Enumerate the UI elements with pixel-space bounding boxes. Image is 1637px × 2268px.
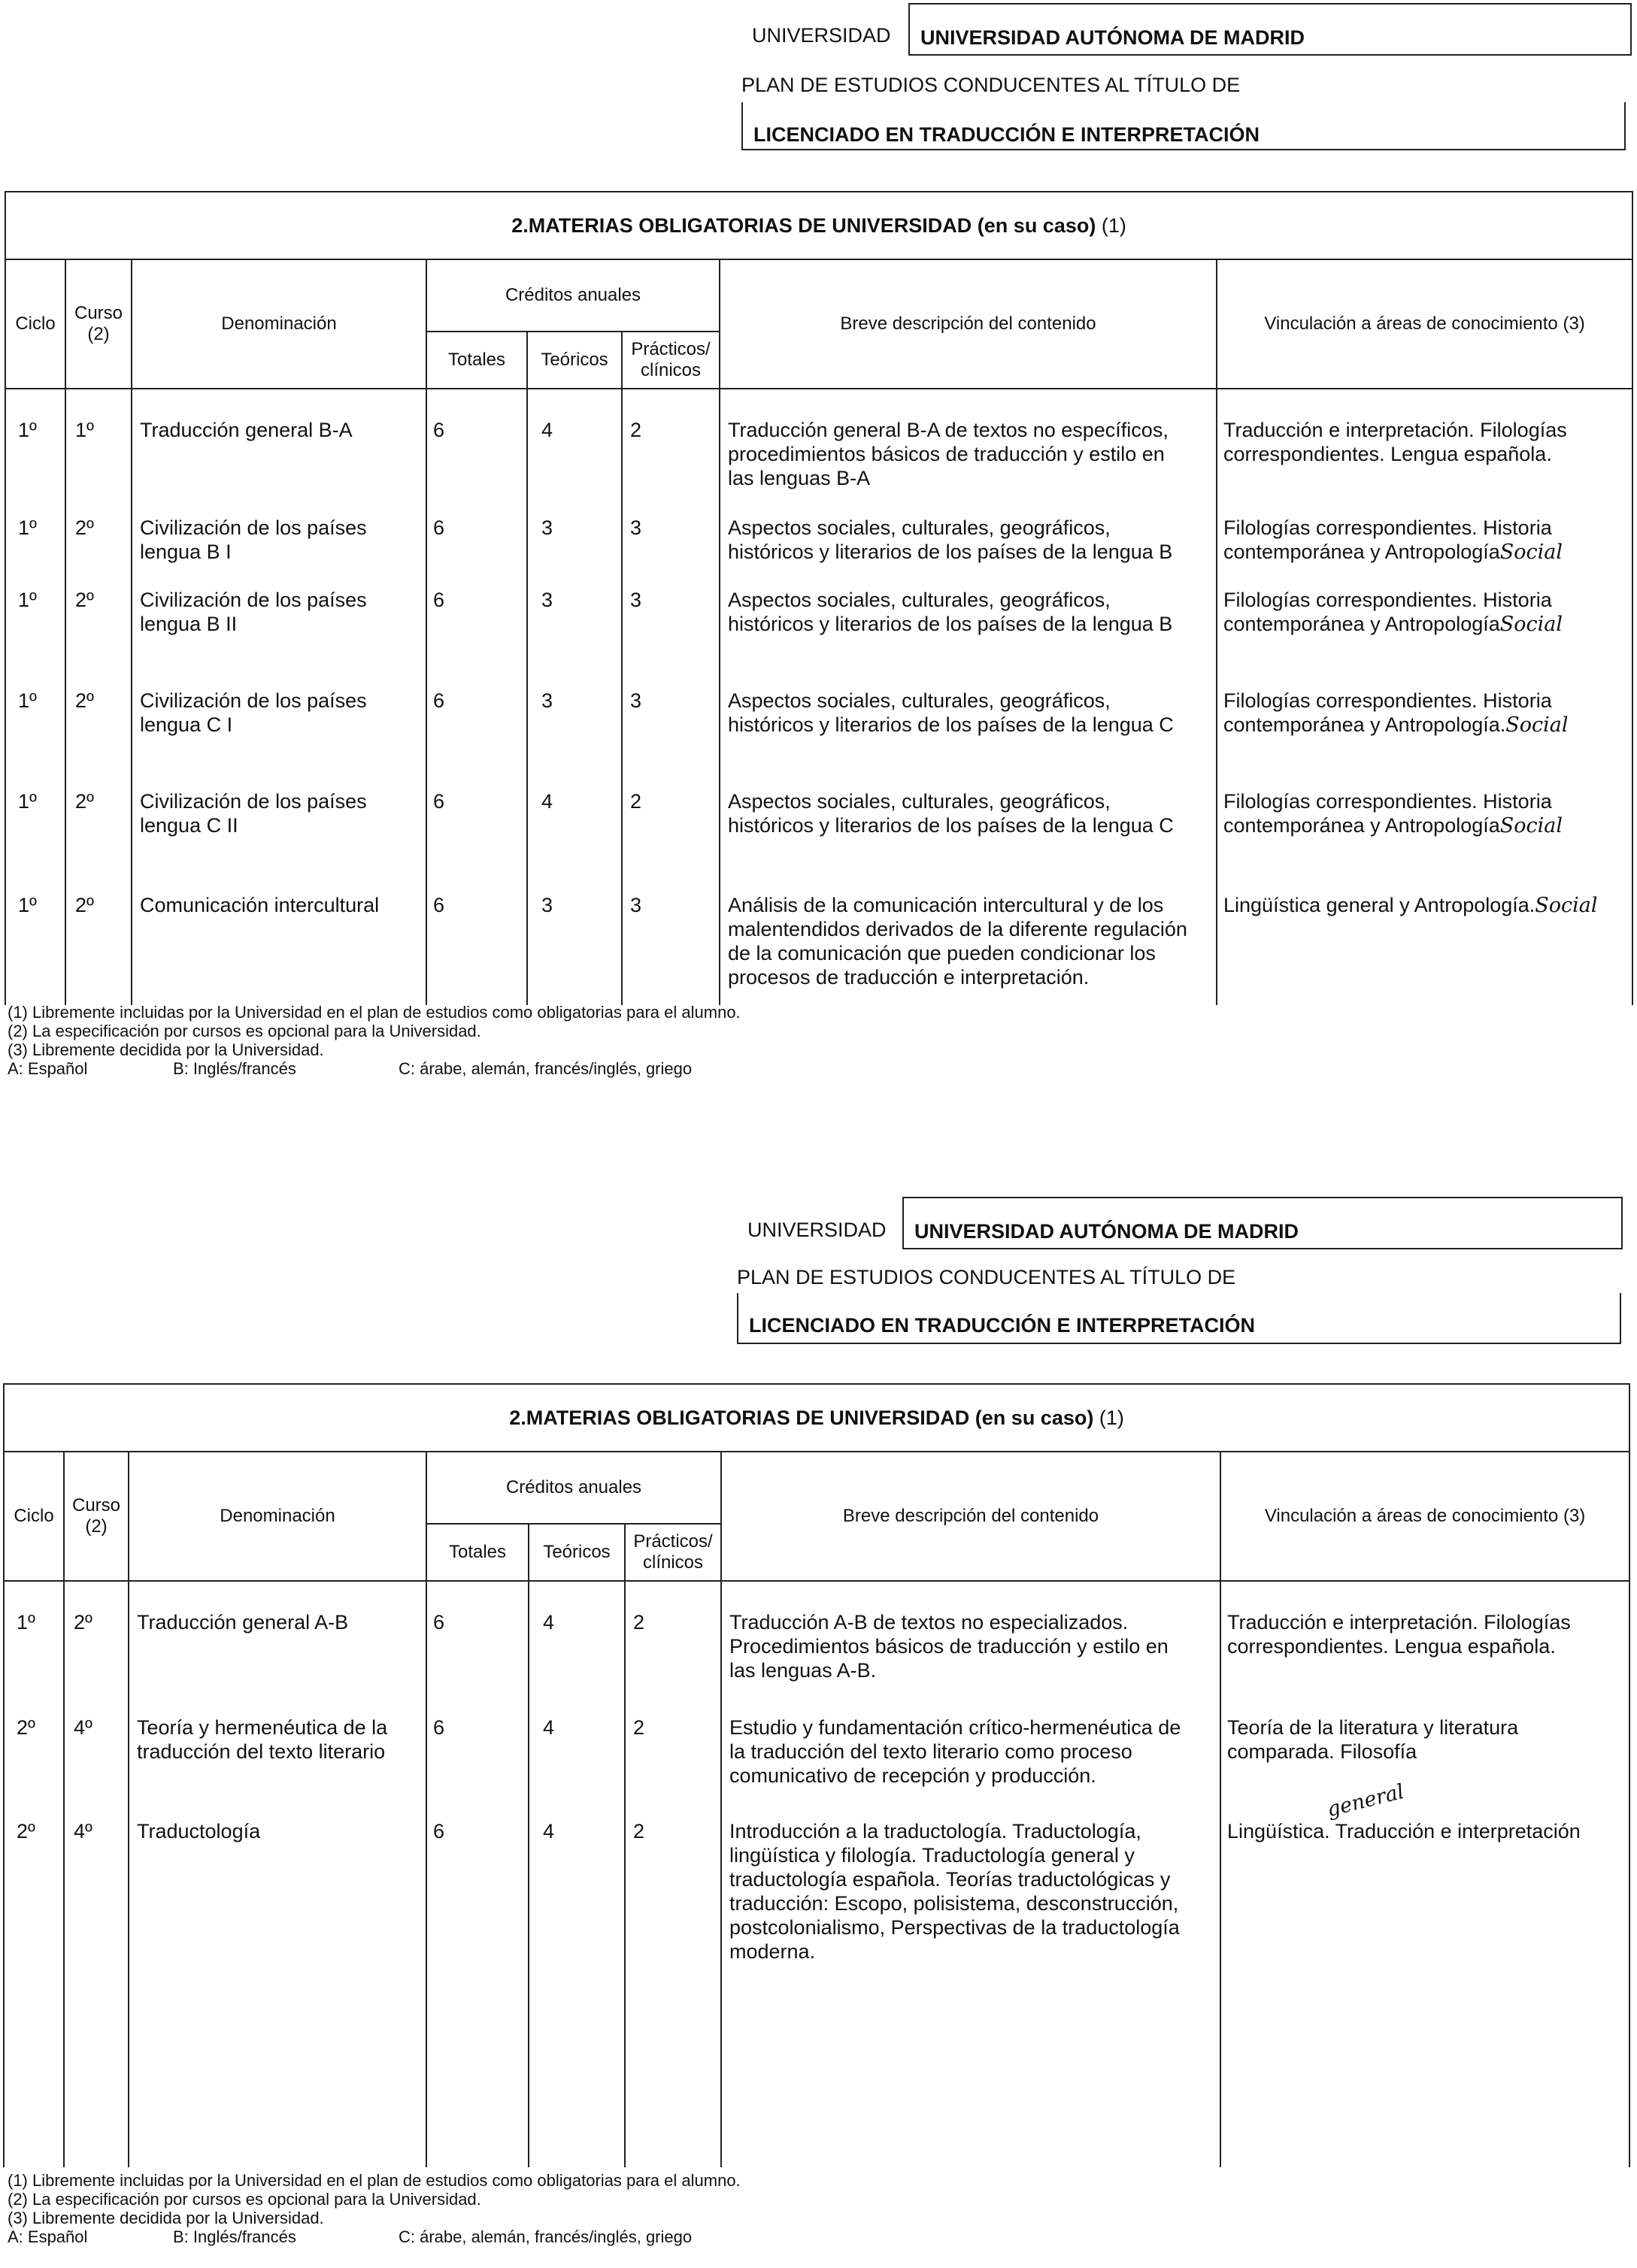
cell-ciclo-line: 1º [18,689,37,712]
table-row-1-cell-denominacion [129,1610,426,1634]
cell-practicos-line: 3 [630,589,642,611]
table-row-2-cell-curso [65,1715,128,1740]
table-row-2-cell-practicos [623,516,719,540]
cell-denominacion-line: Traducción general B-A [140,419,353,441]
table-row-3-cell-practicos [623,588,719,612]
cell-descripcion-line: Aspectos sociales, culturales, geográficos, [728,689,1111,712]
table-row-4-cell-curso [66,689,131,713]
cell-ciclo-line: 1º [18,894,37,916]
cell-curso-line: 2º [75,516,94,539]
table-row-3-cell-totales [427,1819,528,1843]
cell-descripcion-line: Estudio y fundamentación crítico-hermenéutica de [729,1716,1181,1739]
cell-denominacion-line: Traductología [137,1820,261,1843]
handwritten-annotation: Social [1499,541,1563,564]
col-denominacion [132,389,426,1005]
table-row-1-cell-totales [427,1610,528,1634]
cell-vinculacion-line: contemporánea y AntropologíaSocial [1223,541,1563,564]
legend-b: B: Inglés/francés [173,2227,296,2246]
table-row-2-cell-vinculacion [1217,516,1632,565]
table-row-3-cell-teoricos [528,588,621,612]
cell-totales-line: 6 [433,1716,445,1739]
cell-descripcion-line: traducción: Escopo, polisistema, desconstrucción, [729,1892,1179,1915]
cell-curso-line: 2º [75,589,94,611]
table-body [5,389,1632,1005]
col-totales [426,389,527,1005]
table-row-3-cell-vinculacion [1217,588,1632,637]
cell-teoricos-line: 3 [541,894,553,916]
page-2 [0,1173,1637,2268]
cell-vinculacion-line: correspondientes. Lengua española. [1227,1635,1556,1658]
cell-descripcion-line: Aspectos sociales, culturales, geográficos, [728,589,1111,611]
cell-totales-line: 6 [433,1611,445,1634]
legend-b: B: Inglés/francés [173,1059,296,1078]
table-row-1-cell-practicos [623,418,719,442]
table-row-6-cell-ciclo [6,893,65,917]
cell-denominacion-line: Civilización de los países [140,516,367,539]
cell-totales-line: 6 [433,1820,445,1843]
table-row-6-cell-totales [427,893,526,917]
university-name-box: UNIVERSIDAD AUTÓNOMA DE MADRID [902,1197,1623,1249]
footnote-3: (3) Libremente decidida por la Universidad. [8,2209,324,2227]
cell-curso-line: 2º [75,894,94,916]
col-header-descripcion: Breve descripción del contenido [721,1452,1220,1581]
table-row-5-cell-teoricos [528,789,621,813]
table-row-1-cell-ciclo [6,418,65,442]
table-row-6-cell-descripcion [720,893,1216,989]
table-row-3-cell-vinculacion [1221,1779,1629,1843]
cell-ciclo-line: 1º [18,419,37,441]
cell-practicos-line: 2 [633,1716,645,1739]
cell-descripcion-line: la traducción del texto literario como proceso [729,1740,1132,1763]
table-row-1-cell-teoricos [529,1610,624,1634]
cell-vinculacion-line: Traducción e interpretación. Filologías [1223,419,1567,441]
cell-curso-line: 2º [75,689,94,712]
col-ciclo [5,389,65,1005]
cell-curso-line: 2º [75,790,94,813]
university-label: UNIVERSIDAD [747,1219,887,1241]
cell-teoricos-line: 3 [541,516,553,539]
legend-a: A: Español [8,2227,88,2246]
legend-c: C: árabe, alemán, francés/inglés, griego [399,1059,693,1078]
curso-label: Curso [74,303,123,323]
table-row-3-cell-denominacion [129,1819,426,1843]
cell-vinculacion-line: Filologías correspondientes. Historia [1223,516,1552,539]
table-body [4,1581,1629,2167]
col-totales [426,1581,529,2167]
footnote-3: (3) Libremente decidida por la Universidad. [8,1040,324,1059]
cell-denominacion-line: Traducción general A-B [137,1611,349,1634]
language-legend [8,1059,741,1078]
table-row-2-cell-denominacion [132,516,426,564]
clinicos-label: clínicos [642,1552,704,1573]
table-row-5-cell-ciclo [6,789,65,813]
cell-denominacion-line: Civilización de los países [140,589,367,611]
cell-curso-line: 2º [74,1611,92,1634]
cell-teoricos-line: 3 [541,689,553,712]
cell-descripcion-line: Traducción A-B de textos no especializados. [729,1611,1129,1634]
cell-vinculacion-line: Filologías correspondientes. Historia [1223,790,1552,813]
col-header-ciclo: Ciclo [4,1452,64,1581]
cell-descripcion-line: de la comunicación que pueden condicionar los [728,942,1156,964]
legend-a: A: Español [8,1059,88,1078]
cell-ciclo-line: 2º [17,1820,35,1843]
col-header-denominacion: Denominación [129,1452,426,1581]
table-row-1-cell-practicos [626,1610,720,1634]
table-row-2-cell-totales [427,516,526,540]
col-teoricos [529,1581,625,2167]
footnote-1: (1) Libremente incluidas por la Universidad en el plan de estudios como obligatorias para el alumno. [8,1003,741,1022]
col-curso [64,1581,129,2167]
table-row-5-cell-vinculacion [1217,789,1632,838]
clinicos-label: clínicos [640,360,702,380]
cell-descripcion-line: las lenguas B-A [728,467,871,489]
table-row-2-cell-teoricos [529,1715,624,1740]
footnotes-1 [8,1003,741,1078]
cell-descripcion-line: postcolonialismo, Perspectivas de la traductología [729,1916,1180,1939]
cell-denominacion-line: Civilización de los países [140,689,367,712]
table-title-note: (1) [1099,1406,1124,1429]
table-row-6-cell-denominacion [132,893,426,917]
table-title [4,1384,1629,1452]
footnote-1: (1) Libremente incluidas por la Universidad en el plan de estudios como obligatorias para el alumno. [8,2171,741,2190]
degree-box: LICENCIADO EN TRADUCCIÓN E INTERPRETACIÓN [741,102,1626,150]
table-row-3-cell-descripcion [722,1819,1220,1964]
cell-totales-line: 6 [433,689,445,712]
table-row-5-cell-descripcion [720,789,1216,837]
col-header-creditos: Créditos anuales [426,1452,721,1524]
col-practicos [622,389,720,1005]
table-row-2-cell-descripcion [720,516,1216,564]
cell-practicos-line: 3 [630,689,642,712]
table-row-3-cell-curso [66,588,131,612]
cell-ciclo-line: 1º [18,516,37,539]
cell-curso-line: 4º [74,1716,92,1739]
col-curso [65,389,132,1005]
university-label: UNIVERSIDAD [752,24,891,47]
col-header-teoricos: Teóricos [527,332,622,389]
col-header-teoricos: Teóricos [529,1524,625,1581]
table-row-2-cell-totales [427,1715,528,1740]
handwritten-annotation: Social [1535,894,1598,917]
table-row-1-cell-curso [65,1610,128,1634]
table-row-3-cell-curso [65,1819,128,1843]
col-header-totales: Totales [426,332,527,389]
cell-denominacion-line: traducción del texto literario [137,1740,386,1763]
cell-teoricos-line: 4 [543,1716,555,1739]
table-row-4-cell-vinculacion [1217,689,1632,737]
practicos-label: Prácticos/ [633,1531,713,1552]
cell-practicos-line: 2 [633,1820,645,1843]
cell-teoricos-line: 3 [541,589,553,611]
cell-denominacion-line: Teoría y hermenéutica de la [137,1716,388,1739]
col-practicos [625,1581,721,2167]
cell-totales-line: 6 [433,516,445,539]
table-row-1-cell-curso [66,418,131,442]
col-descripcion [720,389,1217,1005]
table-row-2-cell-denominacion [129,1715,426,1764]
cell-vinculacion-line: Traducción e interpretación. Filologías [1227,1611,1571,1634]
cell-descripcion-line: procesos de traducción e interpretación. [728,966,1090,989]
cell-vinculacion-line: Teoría de la literatura y literatura [1227,1716,1519,1739]
table-title-text: 2.MATERIAS OBLIGATORIAS DE UNIVERSIDAD (en su caso) [509,1406,1094,1429]
cell-descripcion-line: Aspectos sociales, culturales, geográficos, [728,516,1111,539]
cell-vinculacion-line: Lingüística general y Antropología.Social [1223,894,1598,917]
col-header-practicos [622,332,720,389]
cell-descripcion-line: Análisis de la comunicación intercultural y de los [728,894,1164,916]
table-row-4-cell-descripcion [720,689,1216,737]
cell-descripcion-line: malentendidos derivados de la diferente regulación [728,918,1187,940]
plan-label: PLAN DE ESTUDIOS CONDUCENTES AL TÍTULO DE [737,1266,1236,1288]
table-row-2-cell-ciclo [5,1715,63,1740]
table-row-1-cell-denominacion [132,418,426,442]
curso-note: (2) [85,1516,108,1537]
table-row-4-cell-practicos [623,689,719,713]
table-row-2-cell-vinculacion [1221,1715,1629,1764]
col-header-descripcion: Breve descripción del contenido [720,259,1217,389]
col-header-ciclo: Ciclo [5,259,65,389]
table-row-3-cell-ciclo [6,588,65,612]
table-row-4-cell-teoricos [528,689,621,713]
table-row-1-cell-totales [427,418,526,442]
col-header-vinculacion: Vinculación a áreas de conocimiento (3) [1220,1452,1629,1581]
cell-teoricos-line: 4 [543,1820,555,1843]
cell-practicos-line: 2 [630,790,642,813]
cell-descripcion-line: Aspectos sociales, culturales, geográficos, [728,790,1111,813]
col-ciclo [4,1581,64,2167]
table-row-5-cell-denominacion [132,789,426,837]
cell-vinculacion-line: contemporánea y AntropologíaSocial [1223,613,1563,636]
cell-curso-line: 4º [74,1820,92,1843]
cell-teoricos-line: 4 [541,419,553,441]
cell-vinculacion-line: contemporánea y Antropología.Social [1223,713,1569,737]
table-row-1-cell-descripcion [720,418,1216,490]
table-row-3-cell-totales [427,588,526,612]
table-row-4-cell-totales [427,689,526,713]
cell-practicos-line: 2 [633,1611,645,1634]
table-row-5-cell-totales [427,789,526,813]
cell-descripcion-line: históricos y literarios de los países de la lengua B [728,541,1173,563]
cell-denominacion-line: lengua C II [140,814,238,837]
page-1 [0,0,1637,1113]
col-descripcion [721,1581,1220,2167]
col-vinculacion [1220,1581,1629,2167]
table-row-6-cell-teoricos [528,893,621,917]
cell-descripcion-line: Introducción a la traductología. Traductología, [729,1820,1141,1843]
col-header-totales: Totales [426,1524,529,1581]
table-row-5-cell-curso [66,789,131,813]
col-header-curso [65,259,132,389]
cell-descripcion-line: comunicativo de recepción y producción. [729,1764,1096,1787]
col-teoricos [527,389,622,1005]
cell-denominacion-line: lengua B I [140,541,232,563]
cell-totales-line: 6 [433,419,445,441]
cell-totales-line: 6 [433,894,445,916]
table-row-4-cell-ciclo [6,689,65,713]
cell-vinculacion-line: Lingüística. Traducción e interpretación [1227,1820,1581,1843]
table-row-5-cell-practicos [623,789,719,813]
table-row-2-cell-teoricos [528,516,621,540]
cell-descripcion-line: las lenguas A-B. [729,1659,877,1682]
language-legend [8,2227,741,2246]
cell-vinculacion-line: Filologías correspondientes. Historia [1223,589,1552,611]
footnote-2: (2) La especificación por cursos es opcional para la Universidad. [8,1022,481,1040]
cell-vinculacion-line: comparada. Filosofía [1227,1740,1417,1763]
handwritten-annotation: Social [1499,613,1563,636]
cell-vinculacion-line: contemporánea y AntropologíaSocial [1223,814,1563,837]
table-row-1-cell-vinculacion [1221,1610,1629,1658]
col-header-vinculacion: Vinculación a áreas de conocimiento (3) [1217,259,1632,389]
footnotes-2 [8,2171,741,2246]
col-denominacion [129,1581,426,2167]
table-row-1-cell-descripcion [722,1610,1220,1682]
legend-c: C: árabe, alemán, francés/inglés, griego [399,2227,693,2246]
cell-ciclo-line: 1º [18,589,37,611]
cell-descripcion-line: Procedimientos básicos de traducción y estilo en [729,1635,1169,1658]
table-row-4-cell-denominacion [132,689,426,737]
practicos-label: Prácticos/ [631,339,711,359]
cell-teoricos-line: 4 [541,790,553,813]
cell-vinculacion-line: correspondientes. Lengua española. [1223,443,1552,465]
cell-denominacion-line: lengua B II [140,613,238,635]
table-row-3-cell-descripcion [720,588,1216,636]
table-row-3-cell-practicos [626,1819,720,1843]
col-header-practicos [625,1524,721,1581]
cell-descripcion-line: históricos y literarios de los países de la lengua B [728,613,1173,635]
cell-descripcion-line: Traducción general B-A de textos no específicos, [728,419,1169,441]
cell-practicos-line: 3 [630,894,642,916]
cell-practicos-line: 2 [630,419,642,441]
cell-vinculacion-line: Filologías correspondientes. Historia [1223,689,1552,712]
table-title-note: (1) [1101,213,1126,237]
col-header-curso [64,1452,129,1581]
cell-ciclo-line: 1º [17,1611,35,1634]
handwritten-annotation: general [1324,1779,1407,1822]
footnote-2: (2) La especificación por cursos es opcional para la Universidad. [8,2190,481,2209]
table-row-2-cell-ciclo [6,516,65,540]
handwritten-annotation: Social [1499,814,1563,837]
cell-teoricos-line: 4 [543,1611,555,1634]
curso-label: Curso [71,1495,121,1516]
cell-descripcion-line: históricos y literarios de los países de la lengua C [728,814,1174,837]
table-title-text: 2.MATERIAS OBLIGATORIAS DE UNIVERSIDAD (en su caso) [511,213,1096,237]
table-row-6-cell-vinculacion [1217,893,1632,918]
table-row-6-cell-curso [66,893,131,917]
table-row-1-cell-vinculacion [1217,418,1632,466]
table-row-2-cell-descripcion [722,1715,1220,1788]
table-row-1-cell-ciclo [5,1610,63,1634]
cell-descripcion-line: históricos y literarios de los países de la lengua C [728,713,1174,736]
subjects-table [3,1383,1630,2167]
degree-box: LICENCIADO EN TRADUCCIÓN E INTERPRETACIÓN [737,1293,1621,1344]
cell-ciclo-line: 1º [18,790,37,813]
table-row-2-cell-practicos [626,1715,720,1740]
subjects-table [5,191,1633,1005]
university-name-box: UNIVERSIDAD AUTÓNOMA DE MADRID [908,3,1632,56]
cell-totales-line: 6 [433,589,445,611]
cell-denominacion-line: Comunicación intercultural [140,894,380,916]
table-row-2-cell-curso [66,516,131,540]
cell-descripcion-line: moderna. [729,1940,816,1963]
cell-denominacion-line: Civilización de los países [140,790,367,813]
cell-totales-line: 6 [433,790,445,813]
table-title [5,192,1632,259]
table-row-3-cell-teoricos [529,1819,624,1843]
cell-descripcion-line: procedimientos básicos de traducción y estilo en [728,443,1165,465]
curso-note: (2) [87,324,110,344]
col-vinculacion [1217,389,1632,1005]
table-row-3-cell-ciclo [5,1819,63,1843]
cell-descripcion-line: traductología española. Teorías traductológicas y [729,1868,1171,1891]
cell-ciclo-line: 2º [17,1716,35,1739]
cell-curso-line: 1º [75,419,94,441]
col-header-creditos: Créditos anuales [426,259,720,332]
table-row-3-cell-denominacion [132,588,426,636]
handwritten-annotation: Social [1505,713,1569,737]
plan-label: PLAN DE ESTUDIOS CONDUCENTES AL TÍTULO DE [741,74,1241,96]
cell-practicos-line: 3 [630,516,642,539]
cell-descripcion-line: lingüística y filología. Traductología general y [729,1844,1135,1867]
col-header-denominacion: Denominación [132,259,426,389]
table-row-6-cell-practicos [623,893,719,917]
table-row-1-cell-teoricos [528,418,621,442]
cell-denominacion-line: lengua C I [140,713,233,736]
